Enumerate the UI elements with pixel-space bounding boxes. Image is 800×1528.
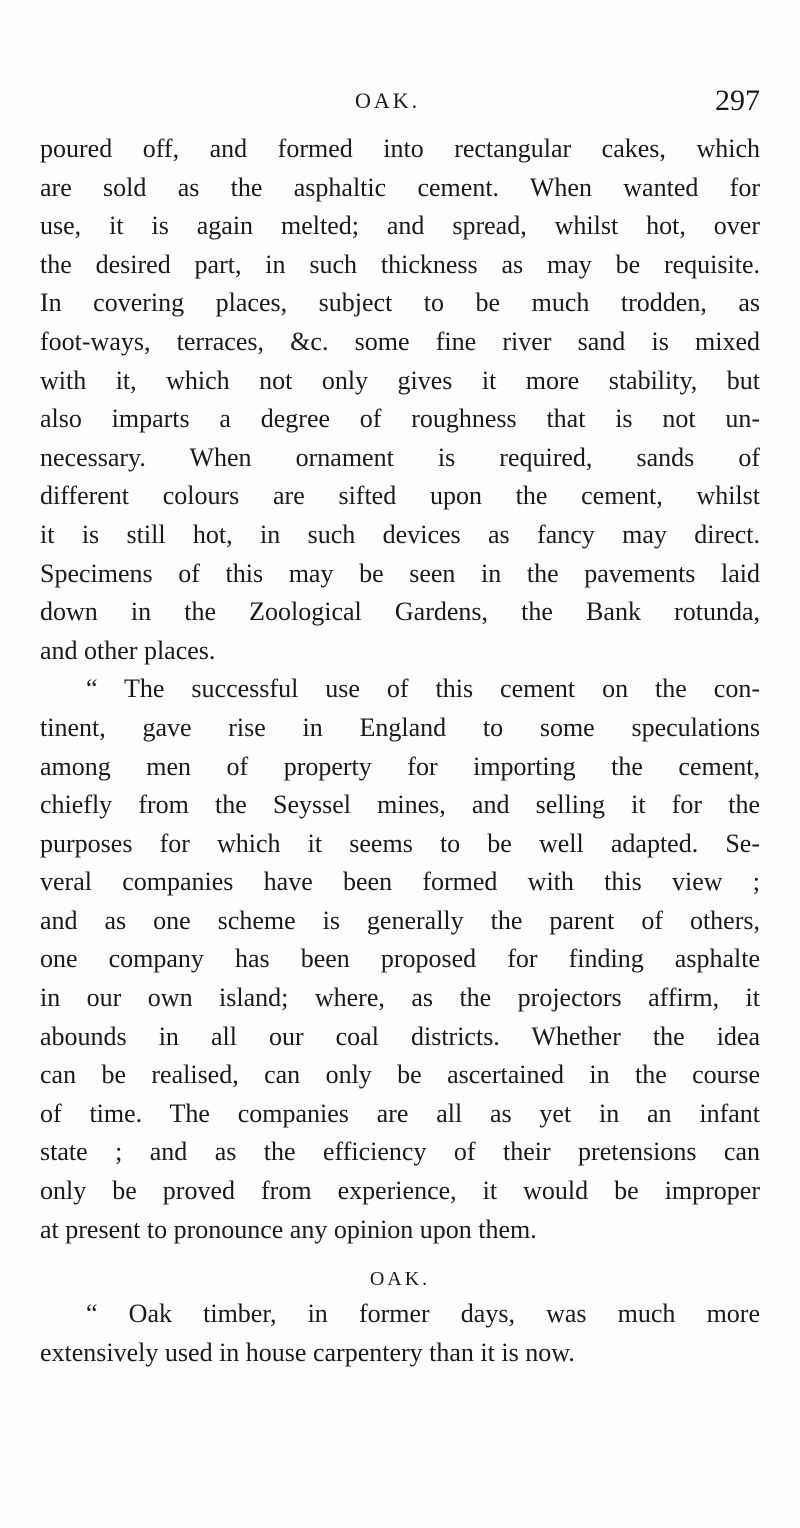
text-line: state ; and as the efficiency of their pretensions can	[40, 1137, 760, 1167]
text-line: abounds in all our coal districts. Whether the idea	[40, 1021, 760, 1051]
body-text	[40, 130, 760, 1372]
running-header	[0, 84, 800, 128]
text-line: veral companies have been formed with this view ;	[40, 867, 760, 897]
text-line: “ The successful use of this cement on the con-	[86, 674, 760, 704]
text-line: and as one scheme is generally the parent of others,	[40, 905, 760, 935]
text-line: poured off, and formed into rectangular cakes, which	[40, 134, 760, 163]
text-line: with it, which not only gives it more stability, but	[40, 365, 760, 395]
text-line: different colours are sifted upon the cement, whilst	[40, 481, 760, 511]
text-line: foot-ways, terraces, &c. some fine river sand is mixed	[40, 326, 760, 356]
text-line: the desired part, in such thickness as may be requisite.	[40, 249, 760, 279]
text-line: also imparts a degree of roughness that is not un-	[40, 404, 760, 434]
paragraph-asphalt-cement	[40, 130, 760, 670]
text-line: in our own island; where, as the projectors affirm, it	[40, 983, 760, 1013]
page-number: 297	[715, 84, 760, 117]
text-line: extensively used in house carpentery than it is now.	[40, 1337, 575, 1367]
text-line: one company has been proposed for finding asphalte	[40, 944, 760, 974]
text-line: down in the Zoological Gardens, the Bank rotunda,	[40, 597, 760, 627]
text-line: can be realised, can only be ascertained in the course	[40, 1060, 760, 1090]
text-line: necessary. When ornament is required, sands of	[40, 442, 760, 472]
running-title: OAK.	[355, 88, 421, 113]
section-heading: OAK.	[369, 1268, 431, 1291]
text-line: Specimens of this may be seen in the pavements laid	[40, 558, 760, 588]
paragraph-companies	[40, 670, 760, 1249]
text-line: use, it is again melted; and spread, whilst hot, over	[40, 211, 760, 241]
text-line: “ Oak timber, in former days, was much more	[86, 1299, 760, 1329]
text-line: among men of property for importing the cement,	[40, 751, 760, 781]
text-line: of time. The companies are all as yet in an infant	[40, 1098, 760, 1128]
section-oak	[40, 1249, 760, 1372]
text-line: and other places.	[40, 635, 216, 665]
text-line: tinent, gave rise in England to some speculations	[40, 712, 760, 742]
text-line: at present to pronounce any opinion upon them.	[40, 1214, 537, 1244]
text-line: are sold as the asphaltic cement. When wanted for	[40, 172, 760, 202]
text-line: chiefly from the Seyssel mines, and selling it for the	[40, 790, 760, 820]
text-line: only be proved from experience, it would be improper	[40, 1176, 760, 1206]
text-line: In covering places, subject to be much trodden, as	[40, 288, 760, 318]
text-line: it is still hot, in such devices as fancy may direct.	[40, 519, 760, 549]
text-line: purposes for which it seems to be well adapted. Se-	[40, 828, 760, 858]
